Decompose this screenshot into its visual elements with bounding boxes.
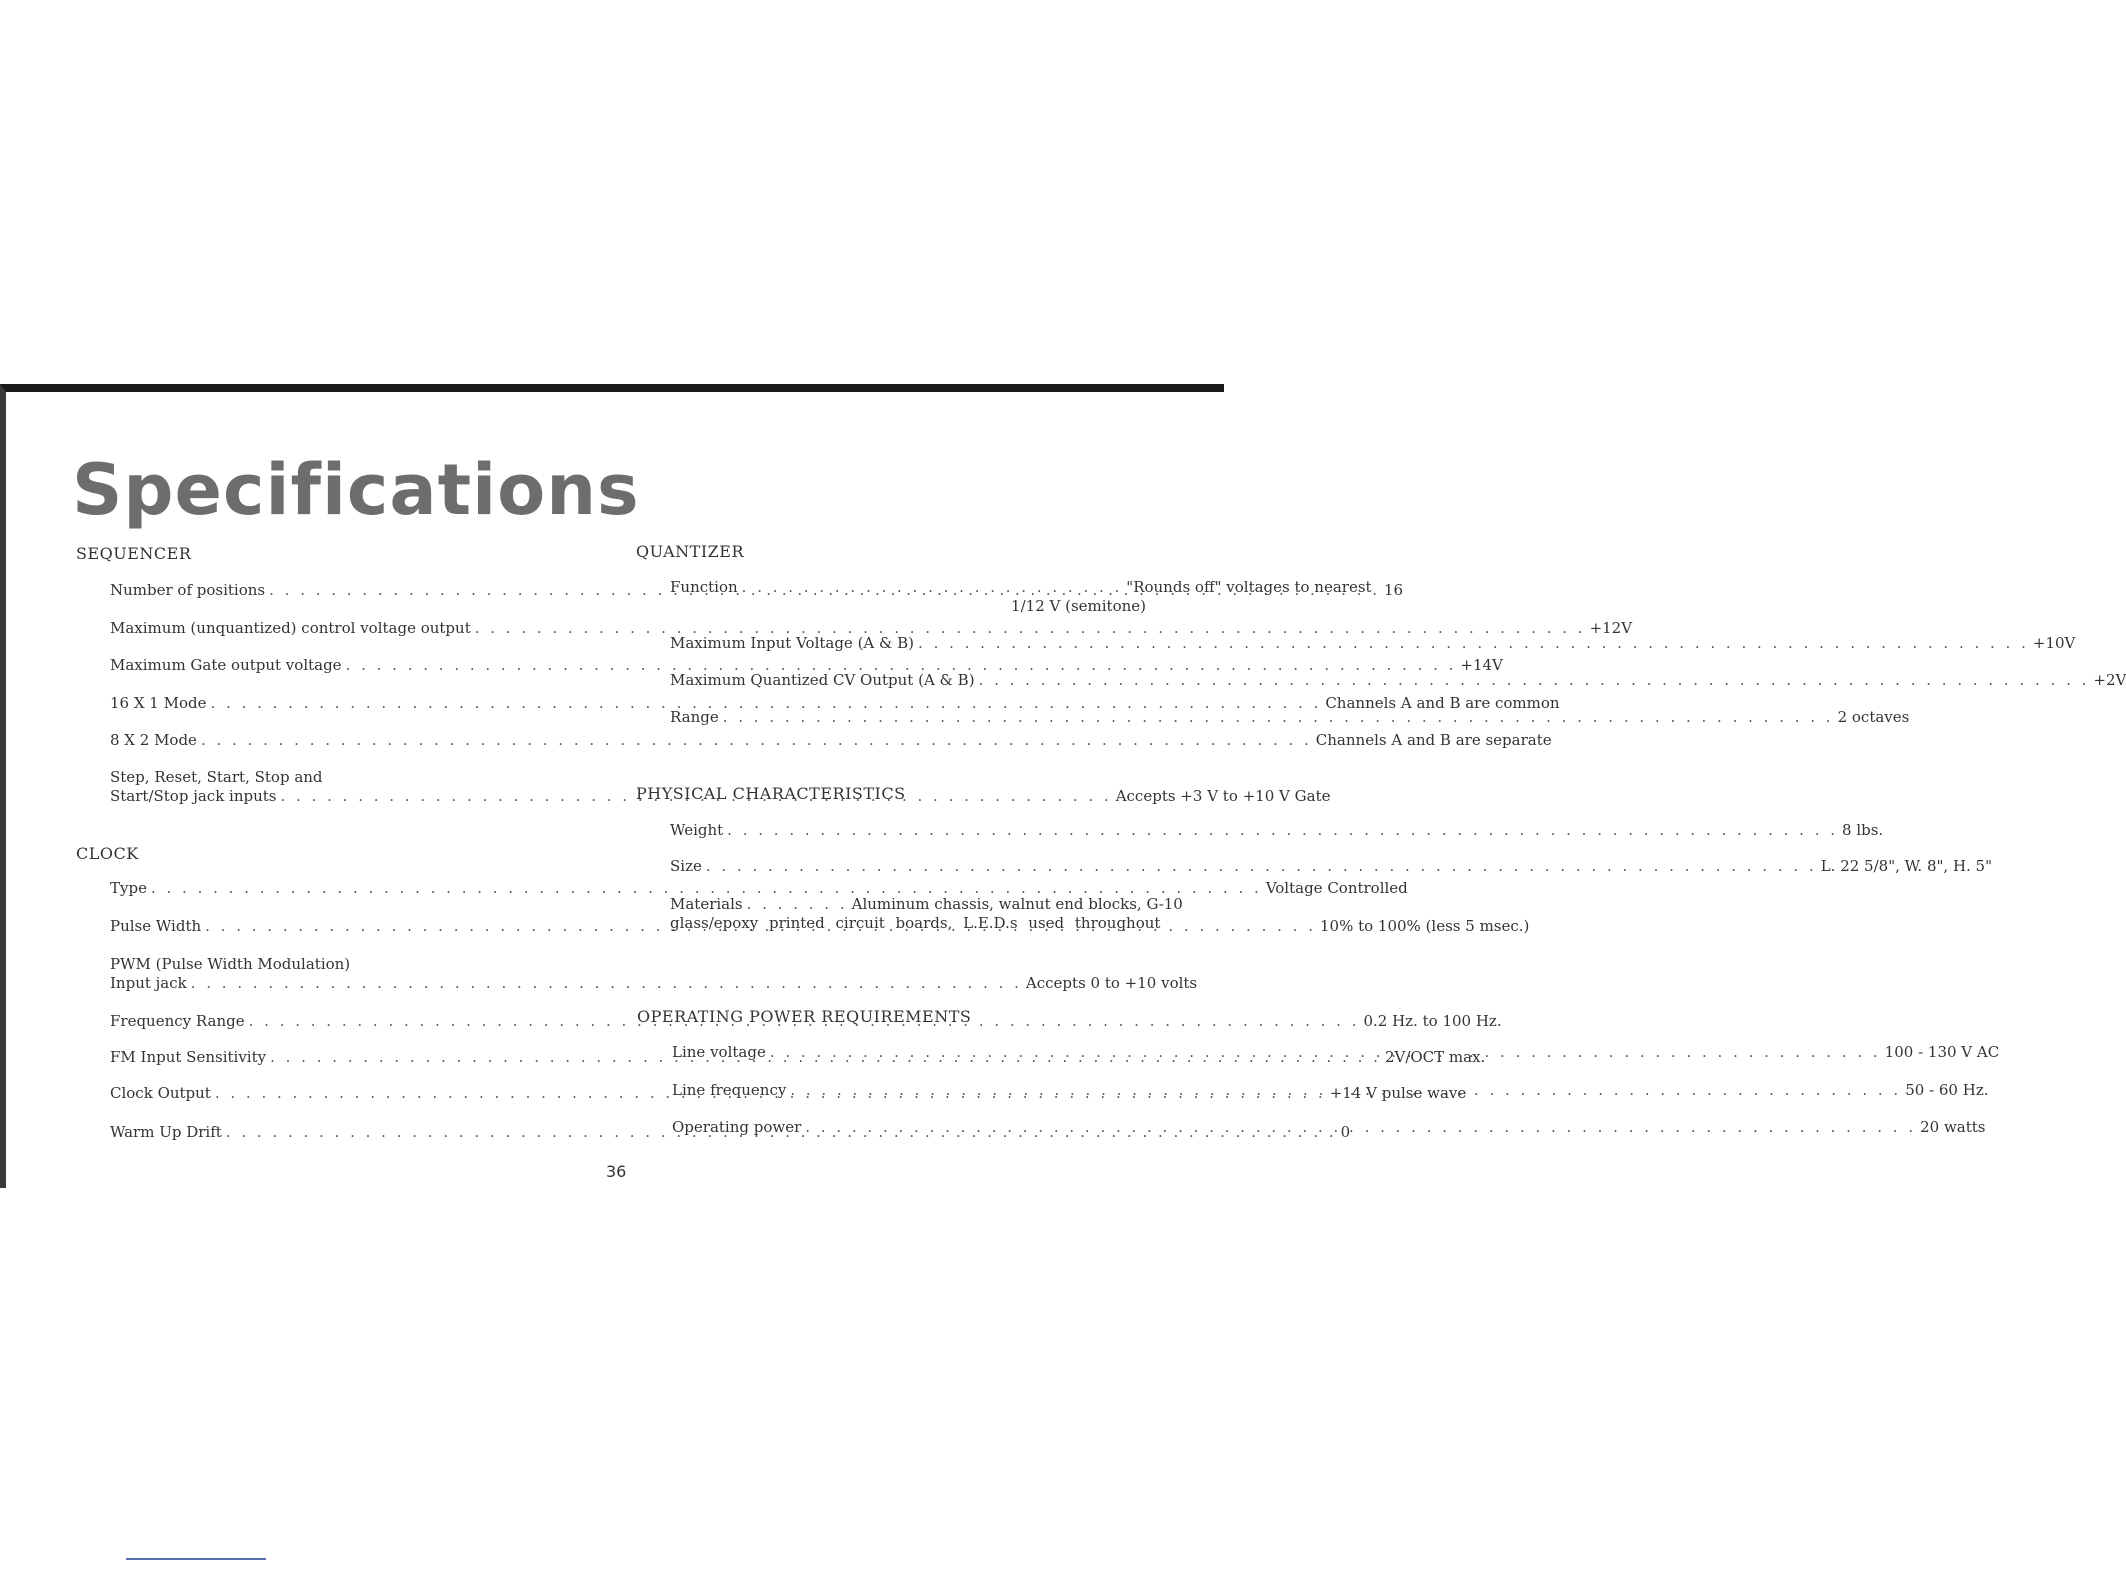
spec-value: 100 - 130 V AC: [1884, 1043, 2000, 1061]
spec-label: FM Input Sensitivity: [110, 1048, 267, 1066]
spec-value: 20 watts: [1920, 1118, 1986, 1136]
spec-label: Input jack: [110, 974, 187, 992]
spec-row: [110, 619, 1633, 637]
dot-leader: [770, 1043, 1881, 1061]
dot-leader: [201, 731, 1312, 749]
spec-row: [110, 731, 1552, 749]
spec-row-multiline: [670, 895, 1183, 933]
sequencer-heading: SEQUENCER: [76, 544, 192, 563]
dot-leader: [191, 974, 1022, 993]
spec-value: +2V: [2093, 671, 2126, 689]
quantizer-heading: QUANTIZER: [636, 542, 744, 561]
spec-label: Type: [110, 879, 147, 897]
dot-leader: [805, 1118, 1916, 1136]
spec-label: Size: [670, 857, 702, 875]
spec-row: [110, 694, 1560, 712]
spec-label: Line frequency: [672, 1081, 787, 1099]
spec-value: Accepts 0 to +10 volts: [1025, 974, 1198, 992]
spec-value-line2: glass/epoxy printed circuit boards, L.E.D.s used throughout: [670, 914, 1161, 932]
spec-label: Line voltage: [672, 1043, 766, 1061]
spec-label: Start/Stop jack inputs: [110, 787, 277, 805]
spec-value: Aluminum chassis, walnut end blocks, G-10: [851, 895, 1183, 913]
dot-leader: [979, 671, 2090, 689]
power-heading: OPERATING POWER REQUIREMENTS: [637, 1007, 972, 1026]
dot-leader: [918, 634, 2029, 652]
spec-value: 10% to 100% (less 5 msec.): [1319, 917, 1530, 935]
spec-value: 16: [1383, 581, 1404, 599]
dot-leader: . . . . . . . . . . . . . . . . . . . . . . . . .: [741, 578, 1123, 596]
spec-value: Voltage Controlled: [1265, 879, 1408, 897]
spec-value: +14V: [1460, 656, 1503, 674]
dot-leader: [723, 708, 1834, 726]
spec-row-multiline: [110, 955, 1198, 993]
spec-label: 16 X 1 Mode: [110, 694, 207, 712]
dot-leader: [727, 821, 1838, 839]
spec-label: Pulse Width: [110, 917, 202, 935]
spec-label: Operating power: [672, 1118, 802, 1136]
clock-heading: CLOCK: [76, 844, 139, 863]
dot-leader: [790, 1081, 1901, 1099]
spec-value: +12V: [1589, 619, 1633, 637]
physical-heading: PHYSICAL CHARACTERISTICS: [636, 784, 906, 803]
blue-underline-mark: [126, 1558, 266, 1560]
spec-row: [110, 879, 1408, 897]
spec-value: 0.2 Hz. to 100 Hz.: [1363, 1012, 1502, 1030]
spec-label: Maximum Gate output voltage: [110, 656, 342, 674]
spec-label-line1: PWM (Pulse Width Modulation): [110, 955, 351, 973]
dot-leader: [706, 857, 1817, 875]
spec-row: [670, 634, 2076, 652]
page-title: Specifications: [72, 449, 640, 531]
spec-label: Maximum Input Voltage (A & B): [670, 634, 915, 652]
spec-label: 8 X 2 Mode: [110, 731, 197, 749]
spec-value-line2: 1/12 V (semitone): [1011, 597, 1146, 615]
spec-value: Channels A and B are separate: [1315, 731, 1552, 749]
spec-label: Materials: [670, 895, 743, 913]
spec-row: [672, 1118, 1986, 1136]
spec-label: Clock Output: [110, 1084, 211, 1102]
spec-label: Function: [670, 578, 738, 596]
spec-row: [670, 708, 1910, 726]
spec-label: Maximum (unquantized) control voltage output: [110, 619, 471, 637]
spec-row: [670, 857, 1993, 875]
spec-value: +14 V pulse wave: [1329, 1084, 1467, 1102]
spec-row: [670, 821, 1884, 839]
spec-value: Accepts +3 V to +10 V Gate: [1115, 787, 1331, 805]
spec-value: 50 - 60 Hz.: [1905, 1081, 1989, 1099]
dot-leader: . . . . . . .: [746, 895, 848, 913]
spec-label: Range: [670, 708, 719, 726]
spec-label: Weight: [670, 821, 724, 839]
spec-label-line1: Step, Reset, Start, Stop and: [110, 768, 323, 786]
spec-value: 8 lbs.: [1842, 821, 1884, 839]
spec-value: 2V/OCT max.: [1384, 1048, 1486, 1066]
spec-value: 2 octaves: [1837, 708, 1910, 726]
spec-label: Maximum Quantized CV Output (A & B): [670, 671, 975, 689]
spec-value: +10V: [2032, 634, 2076, 652]
spec-value: Channels A and B are common: [1325, 694, 1560, 712]
spec-value: "Rounds off" voltages to nearest: [1126, 578, 1372, 596]
spec-row: [670, 671, 2126, 689]
spec-label: Frequency Range: [110, 1012, 245, 1030]
page-number: 36: [606, 1162, 627, 1181]
spec-value: 0: [1340, 1123, 1351, 1141]
spec-label: Number of positions: [110, 581, 266, 599]
spec-value: L. 22 5/8", W. 8", H. 5": [1820, 857, 1993, 875]
spec-row: [110, 656, 1503, 674]
spec-label: Warm Up Drift: [110, 1123, 222, 1141]
spec-row-multiline: [670, 578, 1372, 616]
